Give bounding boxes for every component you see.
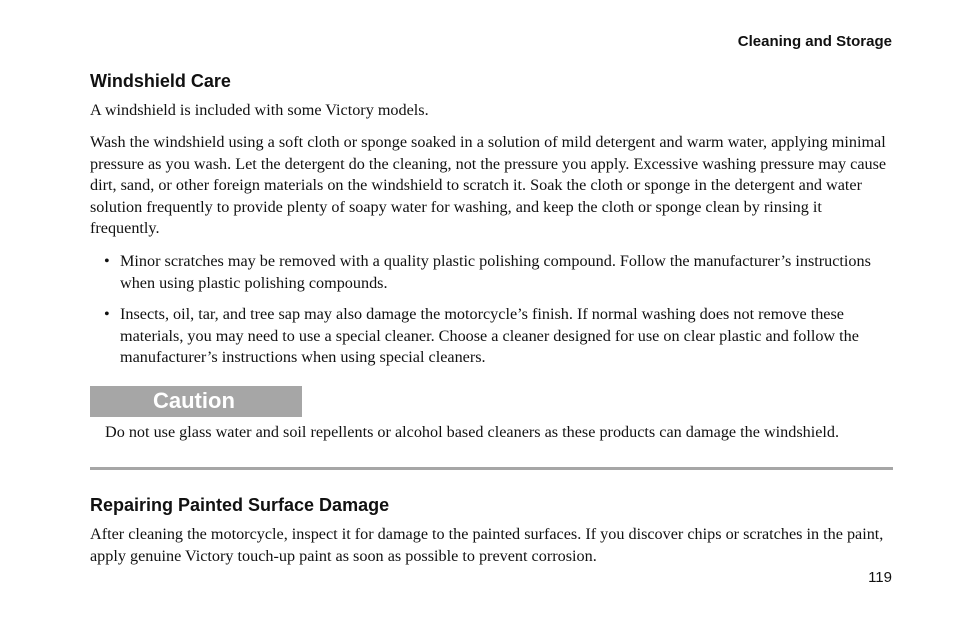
windshield-care-heading: Windshield Care (90, 71, 231, 91)
bullet-dot-icon: • (104, 252, 110, 270)
caution-label: Caution (153, 388, 235, 413)
paint-repair-heading: Repairing Painted Surface Damage (90, 495, 390, 515)
bullet-dot-icon: • (104, 305, 110, 323)
paint-repair-paragraph: After cleaning the motorcycle, inspect it for damage to the painted surfaces. If you discover chips or scratches in the paint, apply genuine Victory touch-up paint as soon as possible to prevent corrosion. (90, 525, 884, 565)
bullet-text: Insects, oil, tar, and tree sap may also damage the motorcycle’s finish. If normal washing does not remove these materials, you may need to use a special cleaner. Choose a cleaner designed for use on clear plastic and follow the manufacturer’s instructions when using special cleaners. (120, 305, 859, 366)
bullet-item-scratches (90, 251, 895, 294)
caution-divider (90, 467, 893, 470)
windshield-wash-paragraph: Wash the windshield using a soft cloth or sponge soaked in a solution of mild detergent and warm water, applying minimal pressure as you wash. Let the detergent do the cleaning, not the pressure you apply. Excessive washing pressure may cause dirt, sand, or other foreign materials on the windshield to scratch it. Soak the cloth or sponge in the detergent and water solution frequently to provide plenty of soapy water for washing, and keep the cloth or sponge clean by rinsing it frequently. (90, 133, 887, 237)
running-header: Cleaning and Storage (737, 33, 892, 50)
bullet-item-insects (90, 304, 895, 369)
caution-text: Do not use glass water and soil repellents or alcohol based cleaners as these products can damage the windshield. (105, 423, 840, 441)
bullet-text: Minor scratches may be removed with a quality plastic polishing compound. Follow the manufacturer’s instructions when using plastic polishing compounds. (120, 252, 871, 292)
windshield-intro: A windshield is included with some Victory models. (90, 101, 429, 119)
page-number: 119 (868, 569, 892, 586)
caution-banner (90, 386, 302, 417)
windshield-bullet-list (90, 251, 895, 379)
